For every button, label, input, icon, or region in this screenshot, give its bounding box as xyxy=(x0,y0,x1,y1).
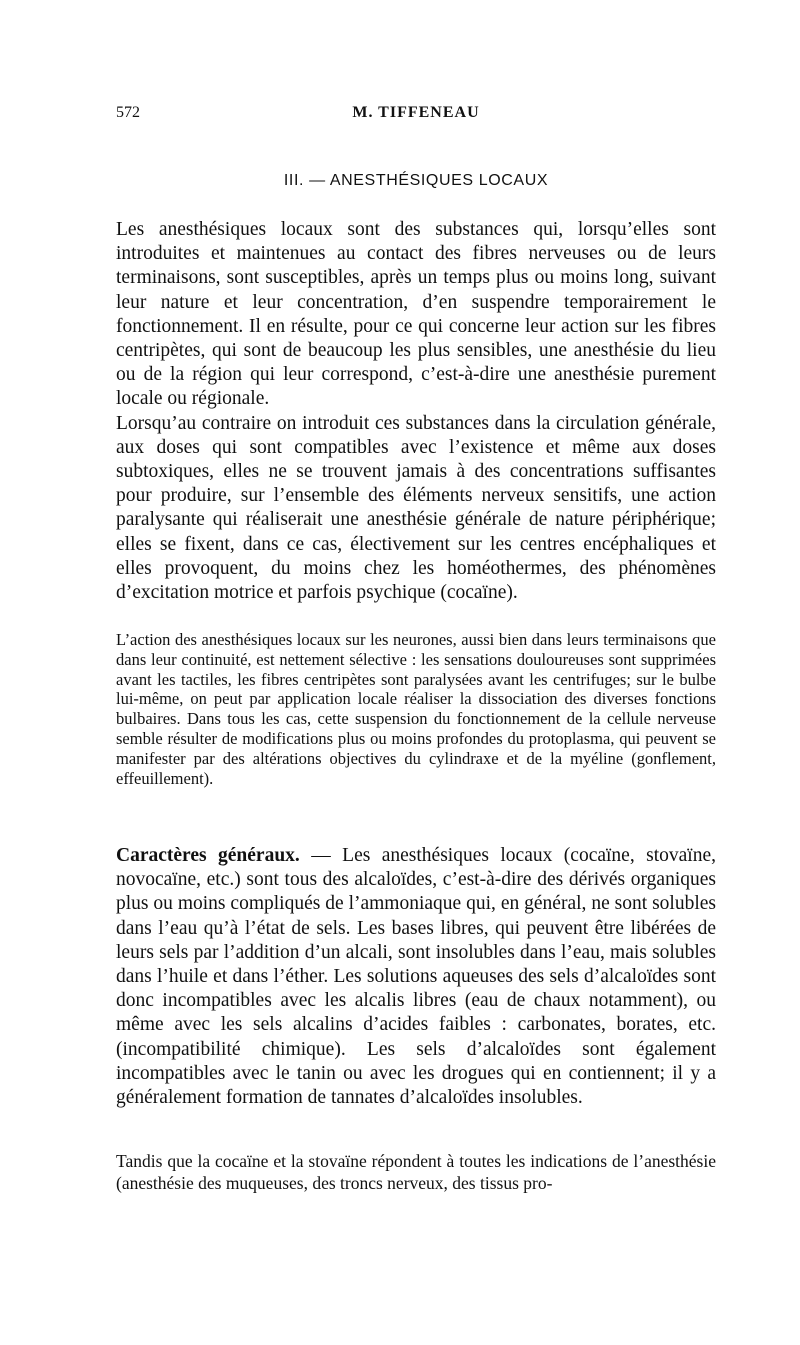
paragraph-heading: Caractères généraux. xyxy=(116,845,300,866)
paragraph-general-characters xyxy=(116,844,716,1110)
final-text-block xyxy=(116,1150,716,1194)
paragraph-neuron-action: L’action des anesthésiques locaux sur les neurones, aussi bien dans leurs terminaisons que dans leur continuité, est nettement sélective : les sensations douloureuses sont supprimées avant les tactiles, les fibres centripètes sont paralysées avant les centrifuges; sur le bulbe lui-même, on peut par application locale réaliser la dissociation des diverses fonctions bulbaires. Dans tous les cas, cette suspension du fonctionnement de la cellule nerveuse semble résulter de modifications plus ou moins profondes du protoplasma, qui peuvent se manifester par des altérations objectives du cylindraxe et de la myéline (gonflement, effeuillement). xyxy=(116,630,716,788)
running-title: M. TIFFENEAU xyxy=(352,104,480,121)
general-characters-block xyxy=(116,844,716,1110)
paragraph-general-characters-text: — Les anesthésiques locaux (cocaïne, stovaïne, novocaïne, etc.) sont tous des alcaloïdes, c’est-à-dire des dérivés organiques plus ou moins compliqués de l’ammoniaque qui, en général, ne sont solubles dans l’eau qu’à l’état de sels. Les bases libres, qui peuvent être libérées de leurs sels par l’addition d’un alcali, sont insolubles dans l’eau, mais solubles dans l’huile et dans l’éther. Les solutions aqueuses des sels d’alcaloïdes sont donc incompatibles avec les alcalis libres (eau de chaux notamment), ou même avec les sels alcalins d’acides faibles : carbonates, borates, etc. (incompatibilité chimique). Les sels d’alcaloïdes sont également incompatibles avec le tanin ou avec les drogues qui en contiennent; il y a généralement formation de tannates d’alcaloïdes insolubles. xyxy=(116,845,716,1109)
section-title: III. — ANESTHÉSIQUES LOCAUX xyxy=(283,172,549,189)
paragraph-indications: Tandis que la cocaïne et la stovaïne répondent à toutes les indications de l’anesthésie (anesthésie des muqueuses, des troncs nerveux, des tissus pro- xyxy=(116,1151,716,1193)
page-header xyxy=(116,104,716,128)
page-number: 572 xyxy=(116,104,140,121)
paragraph-definition: Les anesthésiques locaux sont des substances qui, lorsqu’elles sont introduites et maintenues au contact des fibres nerveuses ou de leurs terminaisons, sont susceptibles, après un temps plus ou moins long, suivant leur nature et leur concentration, d’en suspendre temporairement le fonctionnement. Il en résulte, pour ce qui concerne leur action sur les fibres centripètes, qui sont de beaucoup les plus sensibles, une anesthésie du lieu ou de la région qui leur correspond, c’est-à-dire une anesthésie purement locale ou régionale. xyxy=(116,219,716,410)
small-print-block xyxy=(116,630,716,788)
main-text-block xyxy=(116,218,716,605)
paragraph-general-circulation: Lorsqu’au contraire on introduit ces substances dans la circulation générale, aux doses qui sont compatibles avec l’existence et même aux doses subtoxiques, elles ne se trouvent jamais à des concentrations suffisantes pour produire, sur l’ensemble des éléments nerveux sensitifs, une action paralysante qui réaliserait une anesthésie générale de nature périphérique; elles se fixent, dans ce cas, électivement sur les centres encéphaliques et elles provoquent, du moins chez les homéothermes, des phénomènes d’excitation motrice et parfois psychique (cocaïne). xyxy=(116,412,716,604)
